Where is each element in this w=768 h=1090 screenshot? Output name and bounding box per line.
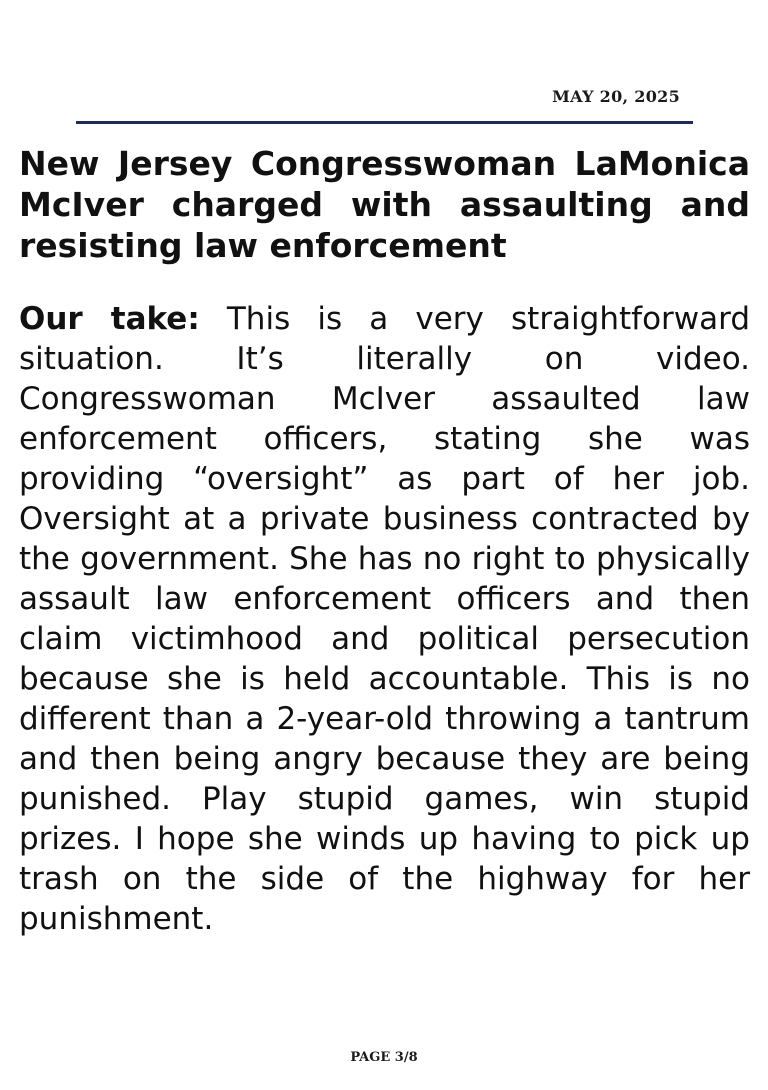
- page-number: PAGE 3/8: [350, 1050, 418, 1065]
- body-text: This is a very straightforward situation. It’s literally on video. Congresswoman McIver assaulted law enforcement officers, stating she was providing “oversight” as part of her job. Oversight at a private business contracted by the government. She has no right to physically assault law enforcement officers and then claim victimhood and political persecution because she is held accountable. This is no different than a 2-year-old throwing a tantrum and then being angry because they are being punished. Play stupid games, win stupid prizes. I hope she winds up having to pick up trash on the side of the highway for her punishment.: [19, 301, 751, 937]
- article-body: [19, 299, 750, 939]
- lead-label: Our take:: [19, 301, 200, 337]
- publication-date: MAY 20, 2025: [552, 87, 680, 106]
- header-divider: [76, 121, 693, 124]
- article-headline: New Jersey Congresswoman LaMonica McIver charged with assaulting and resisting law enforcement: [19, 144, 750, 265]
